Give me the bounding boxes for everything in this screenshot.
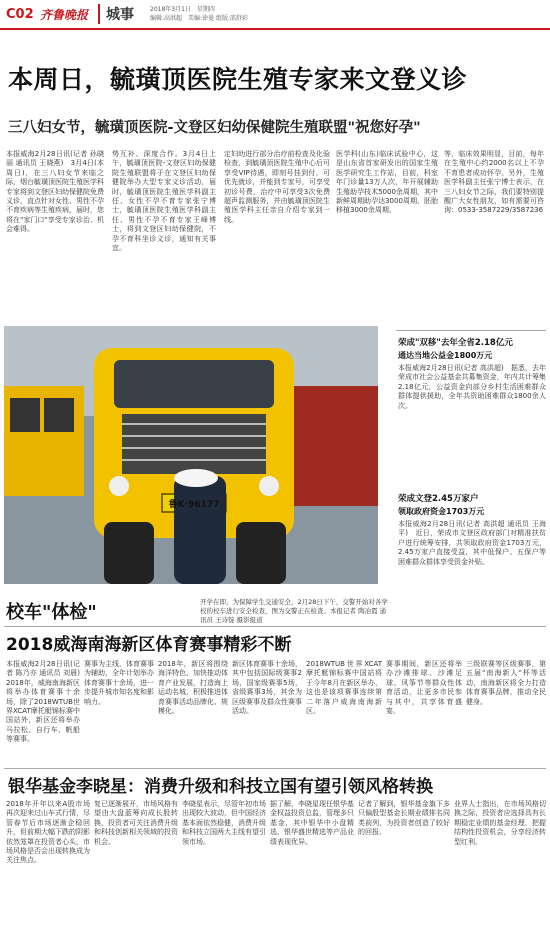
sports-column-3: 2018年，新区将围绕海洋特色、加快推动体育产业发展，打造海上运动名城，积极推进体育赛事活动品牌化、规模化。 — [158, 660, 228, 716]
sports-column-7: 三级联赛等区级赛事，第五届"南海新人"杯等活动，南海新区将全力打造体育赛事品牌，推动全民健身。 — [466, 660, 546, 706]
fund-column-3: 李晓星表示，尽管年初市场出现较大波动，但中国经济基本面依然稳健，消费升级和科技立国两大主线有望引领市场。 — [182, 800, 266, 846]
brief-1-subheadline: 通达当地公益金1800万元 — [398, 351, 493, 360]
divider — [4, 768, 546, 769]
fund-column-1: 2018年开年以来A股市场再次迎来过山车式行情，尽管春节后市场逐渐企稳回升，但前期大幅下跌的阴影依然笼罩在投资者心头，市场风格是否会出现转换成为关注焦点。 — [6, 800, 90, 865]
fund-column-2: 复已逐渐展开，市场风格有望由大盘蓝筹向成长股转换，投资者可关注消费升级和科技创新相关领域的投资机会。 — [94, 800, 178, 846]
lead-column-5: 等，临床效果明显，目前，每年在生殖中心约2000名以上不孕不育患者成功怀孕。另外，生殖医学科副主任张宁博士表示，在三八妇女节之际，我们要特别提醒广大女性朋友，如有需要可咨询：0533-3587229/3587236 — [444, 150, 544, 215]
editor-line: 编辑:高洪超 美编:徐曼 组版:邵舒彩 — [150, 15, 248, 22]
school-bus-illustration — [4, 326, 378, 584]
photo-caption: 开学在即，为保障学生交通安全，2月28日下午，交警开始对各学校的校车进行安全检查，图为交警正在检查。本报记者 陶冶霞 通讯员 王诗锭 摄影报道 — [200, 598, 388, 624]
sports-column-2: 赛事为主线，体育赛事为辅助，全年计划举办体育赛事十余场，进一步提升城市知名度和影响力。 — [84, 660, 154, 706]
brief-2-headline: 荣成文登2.45万家户 — [398, 494, 479, 504]
sports-column-4: 新区体育赛事十余场，其中包括国际级赛事2场，国家级赛事5场，省级赛事3场，其余为区级赛事及群众性赛事活动。 — [232, 660, 302, 716]
photo-headline: 校车"体检" — [6, 602, 97, 623]
lead-subtitle: 三八妇女节，毓璜顶医院-文登区妇幼保健院生殖联盟"祝您好孕" — [8, 120, 421, 136]
header-meta — [150, 5, 248, 23]
brief-1-body: 本报威海2月28日讯(记者 高洪超) 据悉，去年荣成市社会公益基金共募集资金，年内共计筹集2.18亿元，公益资金向部分乡村生活困难群众群体提供援助，全年共资助困难群众1800余人次。 — [398, 364, 546, 410]
sports-column-1: 本报威海2月28日讯(记者 陈乃亦 通讯员 刘晨) 2018年，威海南海新区将举办体育赛事十余场，除了2018WTUB世界XCAT摩托艇锦标赛中国站外，新区还将举办马拉松、自行车、帆船等赛事。 — [6, 660, 80, 744]
fund-column-6: 业界人士指出，在市场风格切换之际，投资者应选择具有长期稳定业绩的基金经理，把握结构性投资机会，分享经济转型红利。 — [454, 800, 546, 846]
lead-column-1: 本报威海2月28日讯(记者 孙晓丽 通讯员 王晓燕) 3月4日(本周日)，在三八妇女节来临之际，烟台毓璜顶医院生殖医学科专家将到文登区妇幼保健院免费义诊，直点针对女性、男性不孕不育疾病等生殖疾病，届时，您将在"家门口"享受专家诊治、机会难得。 — [6, 150, 104, 234]
page-number: C02 — [6, 6, 34, 22]
brief-2-subheadline: 领取政府资金1703万元 — [398, 507, 485, 516]
fund-headline: 银华基金李晓星：消费升级和科技立国有望引领风格转换 — [8, 777, 433, 797]
fund-column-5: 记者了解到，银华基金旗下多只偏股型基金长期业绩排名同类前列，为投资者创造了较好的回报。 — [358, 800, 450, 837]
page-header — [0, 0, 550, 30]
lead-column-3: 定妇幼进行部分治疗前检查及化验检查，到毓璜顶医院生殖中心后可享受VIP待遇，即刻号挂到付，可优先就诊，并能到专家号，可享受初诊号费，治疗中可享受3次免费超声监测服务，并由毓璜顶医院生殖医学科主任亲自介绍专家到一线。 — [224, 150, 330, 224]
section-title: 城事 — [98, 4, 150, 24]
divider — [396, 330, 546, 331]
date-line: 2018年3月1日 星期四 — [150, 6, 215, 13]
brief-2-body: 本报威海2月28日讯(记者 高洪超 通讯员 王海平) 近日，荣成市文登区政府部门对精准扶贫户进行统筹安排，共领取政府资金1703万元，2.45万家户直接受益，其中低保户、五保户等困难群众群体享受资金补贴。 — [398, 520, 546, 566]
newspaper-logo: 齐鲁晚报 — [40, 7, 89, 22]
sports-column-6: 赛事期间，新区还将举办沙滩排球、沙滩足球、风筝节等群众性体育活动，让更多市民参与其中，共享体育盛宴。 — [386, 660, 462, 716]
brief-1-headline: 荣成"双移"去年全省2.18亿元 — [398, 338, 513, 348]
lead-column-2: 势互补、深度合作。3月4日上午，毓璜顶医院-文登区妇幼保健院生殖联盟将于在文登区妇幼保健院举办大型专家义诊活动，届时，毓璜顶医院生殖医学科副主任、女性不孕不育专家张宁博士，毓璜顶医院生殖医学科副主任、男性不孕不育专家王峰博士，将到文登区妇幼保健院，不孕不育科坐诊义诊，通知有关事宜。 — [112, 150, 216, 253]
lead-column-4: 医学科(山东)临床试验中心，这是山东省首家研发出的国家生殖医学研究生工作站，目前，科室年门诊量13万人次，年开展辅助生殖助孕技术5000余周期，其中新鲜周期助孕达3000周期，胚胎移植3000余周期。 — [336, 150, 438, 215]
divider — [4, 626, 546, 627]
school-bus-photo — [4, 326, 378, 584]
sports-headline: 2018威海南海新区体育赛事精彩不断 — [6, 635, 292, 655]
license-plate: 鲁K·96177 — [168, 500, 220, 510]
lead-headline: 本周日，毓璜顶医院生殖专家来文登义诊 — [8, 65, 468, 94]
sports-column-5: 2018WTUB世界XCAT摩托艇锦标赛中国站将于今年8月在新区举办，这也是该项赛事连续第二年落户威海南海新区。 — [306, 660, 382, 716]
fund-column-4: 据了解，李晓星现任银华基金权益投资总监，管理多只基金，其中银华中小盘精选、银华盛世精选等产品业绩表现优异。 — [270, 800, 354, 846]
